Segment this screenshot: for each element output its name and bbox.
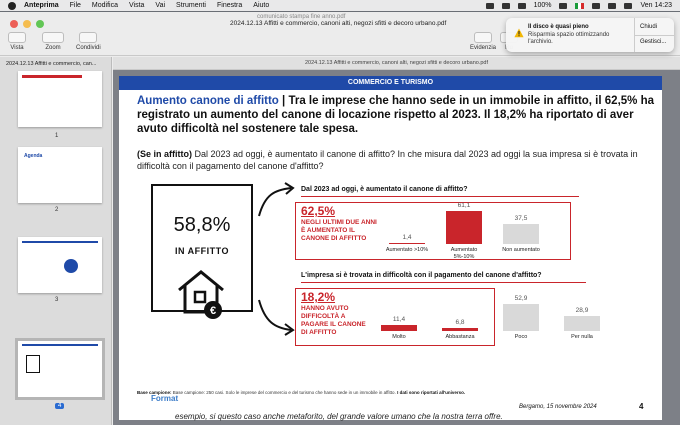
q2-bar bbox=[564, 316, 600, 331]
document-title[interactable]: 2024.12.13 Affitti e commercio, canoni alti, negozi sfitti e decoro urbano.pdf bbox=[230, 20, 447, 27]
slide-date: Bergamo, 15 novembre 2024 bbox=[519, 404, 597, 410]
headline bbox=[137, 94, 657, 136]
thumb-box bbox=[26, 355, 40, 373]
thumb-banner bbox=[22, 241, 98, 243]
headline-topic: Aumento canone di affitto bbox=[137, 95, 279, 107]
q2-value-label: 6,8 bbox=[455, 318, 465, 326]
zoom-label: Zoom bbox=[45, 45, 61, 51]
q1-stat-desc: NEGLI ULTIMI DUE ANNI È AUMENTATO IL CANONE DI AFFITTO bbox=[301, 219, 377, 242]
slide-page-number: 4 bbox=[639, 402, 644, 411]
q2-category-label: Poco bbox=[514, 334, 528, 340]
thumb-chart bbox=[64, 259, 78, 273]
clock[interactable]: Ven 14:23 bbox=[640, 2, 672, 9]
q2-value-label: 11,4 bbox=[392, 316, 406, 324]
thumb-stripe bbox=[22, 75, 82, 78]
battery-icon[interactable] bbox=[559, 3, 567, 9]
view-button[interactable] bbox=[8, 32, 26, 51]
notification-body: Risparmia spazio ottimizzando l'archivio. bbox=[528, 32, 610, 45]
preview-window bbox=[0, 12, 680, 425]
background-document-text: esempio, si questo caso anche metaforito, del grande valore umano che la nostra terra offre. bbox=[175, 412, 503, 421]
rent-share-pct: 58,8% bbox=[173, 214, 231, 236]
q1-title: Dal 2023 ad oggi, è aumentato il canone di affitto? bbox=[301, 186, 468, 193]
arrow-down-icon bbox=[257, 296, 297, 336]
zoom-button[interactable] bbox=[42, 32, 64, 51]
q1-category-label: Aumentato >10% bbox=[385, 247, 429, 253]
document-title-ghost: comunicato stampa fine anno.pdf bbox=[257, 14, 346, 20]
notification-title: Il disco è quasi pieno bbox=[528, 24, 589, 30]
battery-percent: 100% bbox=[533, 2, 552, 9]
q2-category-label: Abbastanza bbox=[445, 334, 475, 340]
page-thumbnail-2[interactable] bbox=[18, 147, 102, 203]
menu-help[interactable]: Aiuto bbox=[253, 2, 270, 9]
page-thumbnail-1[interactable] bbox=[18, 71, 102, 127]
menu-edit[interactable]: Modifica bbox=[91, 2, 118, 9]
menu-file[interactable]: File bbox=[69, 2, 81, 9]
page-thumbnail-4[interactable] bbox=[18, 341, 102, 397]
share-button[interactable] bbox=[76, 32, 101, 51]
notification-close-button[interactable]: Chiudi bbox=[640, 24, 658, 30]
q2-underline bbox=[301, 282, 586, 283]
menu-app-name[interactable]: Anteprima bbox=[24, 2, 59, 9]
q2-bar bbox=[381, 325, 417, 331]
arrow-up-icon bbox=[257, 180, 297, 220]
highlight-button[interactable] bbox=[470, 32, 496, 51]
thumb-banner bbox=[22, 344, 98, 346]
menu-view[interactable]: Vista bbox=[128, 2, 145, 9]
thumb-agenda-text: Agenda bbox=[24, 153, 43, 159]
highlight-icon bbox=[474, 32, 492, 43]
menu-bar bbox=[0, 0, 680, 11]
footnote-bold: I dati sono riportati all'universo. bbox=[397, 390, 466, 395]
q2-stat-pct: 18,2% bbox=[301, 290, 336, 304]
menu-extras bbox=[486, 2, 680, 9]
document-canvas[interactable] bbox=[113, 70, 680, 425]
zoom-icon bbox=[42, 32, 64, 43]
house-euro-icon bbox=[175, 266, 227, 322]
notification-button-divider bbox=[634, 35, 674, 36]
survey-question bbox=[137, 148, 657, 172]
sidebar-header[interactable]: 2024.12.13 Affitti e commercio, can... bbox=[6, 61, 97, 67]
control-center-icon[interactable] bbox=[608, 3, 616, 9]
footnote-text: Base campione: 250 casi. Solo le imprese del commercio e del turismo che hanno sede in un immobile in affitto. bbox=[172, 390, 396, 395]
q2-category-label: Per nulla bbox=[571, 334, 593, 340]
q2-value-label: 52,9 bbox=[514, 294, 528, 302]
q1-category-label: Non aumentato bbox=[502, 247, 540, 253]
q2-category-label: Molto bbox=[392, 334, 406, 340]
close-window-button[interactable] bbox=[10, 20, 18, 28]
share-icon bbox=[79, 32, 97, 43]
wifi-icon[interactable] bbox=[518, 3, 526, 9]
page-number-2: 2 bbox=[55, 207, 59, 213]
q1-value-label: 1,4 bbox=[402, 233, 412, 241]
q2-bar bbox=[503, 304, 539, 331]
page-number-1: 1 bbox=[55, 133, 59, 139]
q2-value-label: 28,9 bbox=[575, 307, 589, 315]
menu-window[interactable]: Finestra bbox=[217, 2, 243, 9]
warning-icon bbox=[514, 28, 524, 38]
question-condition: (Se in affitto) bbox=[137, 149, 192, 159]
q1-value-label: 61,1 bbox=[457, 201, 471, 209]
highlight-label: Evidenzia bbox=[470, 45, 497, 51]
q2-bar bbox=[442, 328, 478, 331]
q1-value-label: 37,5 bbox=[514, 214, 528, 222]
format-logo: Format bbox=[151, 394, 179, 403]
page-number-3: 3 bbox=[55, 297, 59, 303]
page-number-4: 4 bbox=[55, 403, 64, 409]
page-thumbnail-3[interactable] bbox=[18, 237, 102, 293]
view-label: Vista bbox=[10, 45, 24, 51]
q1-bar bbox=[503, 224, 539, 244]
share-label: Condividi bbox=[76, 45, 101, 51]
q1-bar bbox=[446, 211, 482, 244]
apple-icon[interactable] bbox=[8, 2, 16, 10]
q1-stat-pct: 62,5% bbox=[301, 204, 336, 218]
search-icon[interactable] bbox=[592, 3, 600, 9]
headline-text: | Tra le imprese che hanno sede in un immobile in affitto, il 62,5% ha registrato un aumento del canone di locazione rispetto al 2023. Il 18,2% ha riportato di aver avuto difficoltà nel sostenere tale spesa. bbox=[137, 95, 654, 135]
svg-text:€: € bbox=[209, 305, 217, 317]
question-text: Dal 2023 ad oggi, è aumentato il canone di affitto? In che misura dal 2023 ad oggi la sua impresa si è trovata in difficoltà con il pagamento del canone d'affitto? bbox=[137, 149, 638, 171]
footnote: Base campione: Base campione: 250 casi. Solo le imprese del commercio e del turismo che hanno sede in un immobile in affitto. I dati sono riportati all'universo. bbox=[137, 390, 466, 395]
menu-tools[interactable]: Strumenti bbox=[176, 2, 206, 9]
q2-stat-desc: HANNO AVUTO DIFFICOLTÀ A PAGARE IL CANONE DI AFFITTO bbox=[301, 305, 366, 336]
slide-page bbox=[119, 76, 662, 420]
flag-icon[interactable] bbox=[575, 3, 584, 9]
q1-bar bbox=[389, 243, 425, 245]
path-bar: 2024.12.13 Affitti e commercio, canoni alti, negozi sfitti e decoro urbano.pdf bbox=[113, 57, 680, 70]
bluetooth-icon[interactable] bbox=[502, 3, 510, 9]
traffic-lights bbox=[10, 20, 44, 28]
notification-manage-button[interactable]: Gestisci... bbox=[640, 39, 667, 45]
section-banner: COMMERCIO E TURISMO bbox=[119, 76, 662, 90]
menu-go[interactable]: Vai bbox=[155, 2, 166, 9]
rent-share-label: IN AFFITTO bbox=[175, 246, 229, 256]
zoom-window-button[interactable] bbox=[36, 20, 44, 28]
q1-category-label: Aumentato 5%-10% bbox=[450, 247, 478, 260]
minimize-window-button[interactable] bbox=[23, 20, 31, 28]
siri-icon[interactable] bbox=[624, 3, 632, 9]
thumbnail-sidebar[interactable] bbox=[0, 57, 112, 425]
q1-underline bbox=[301, 196, 579, 197]
disk-full-notification[interactable] bbox=[506, 18, 674, 52]
q2-title: L'impresa si è trovata in difficoltà con il pagamento del canone d'affitto? bbox=[301, 272, 542, 279]
sidebar-icon bbox=[8, 32, 26, 43]
status-icon[interactable] bbox=[486, 3, 494, 9]
